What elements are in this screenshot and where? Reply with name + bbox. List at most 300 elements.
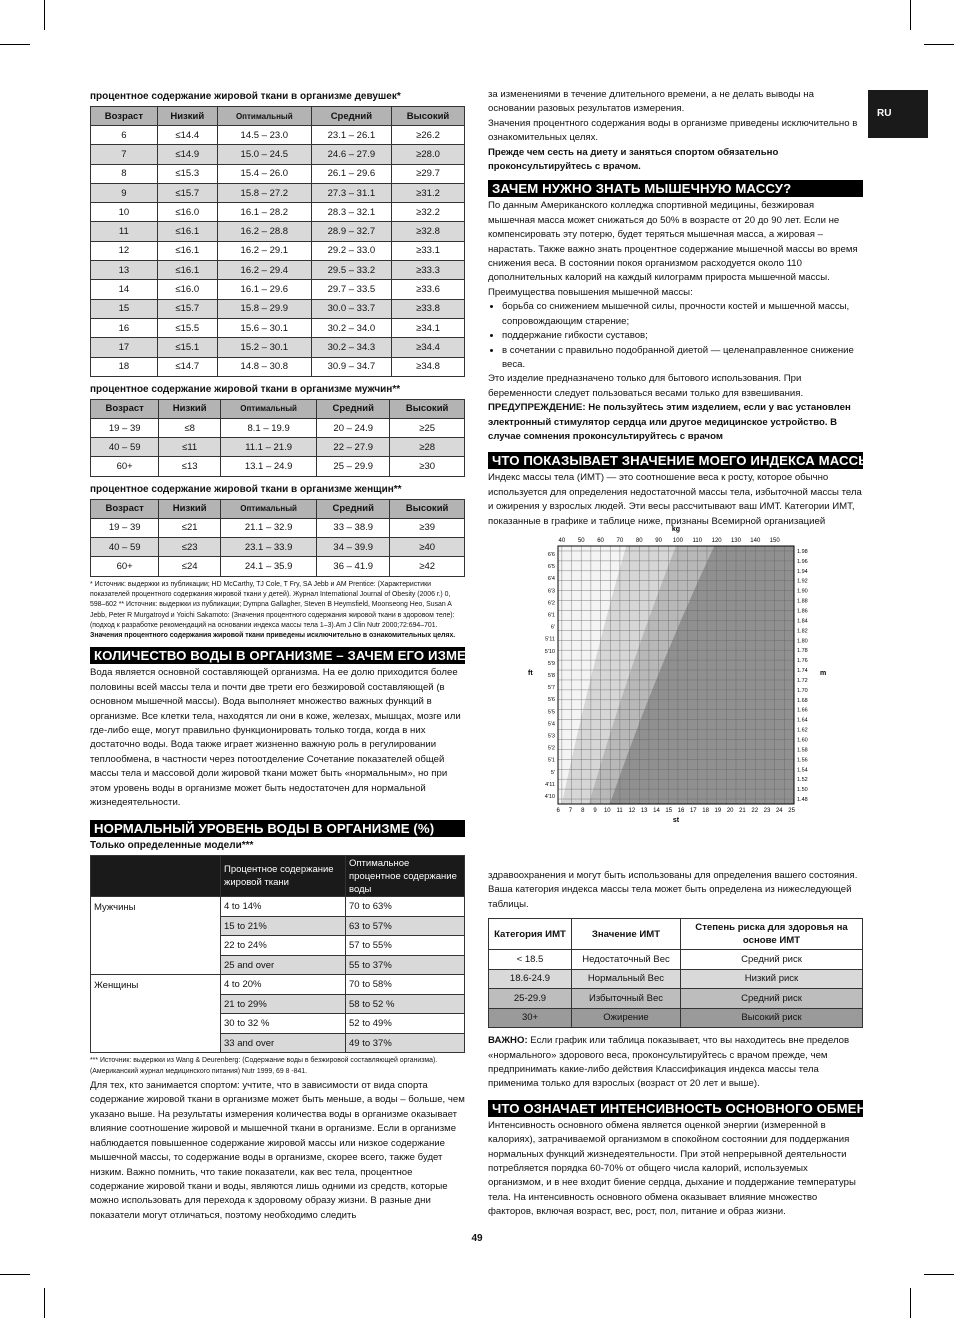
table-cell: 30 to 32 % <box>221 1014 346 1034</box>
fat-footnote-bold: Значения процентного содержания жировой ткани приведены исключительно в ознакомительных целях. <box>90 632 456 640</box>
kg-tick-label: 40 <box>558 538 566 544</box>
st-tick-label: 20 <box>726 808 734 814</box>
kg-tick-label: 140 <box>750 538 761 544</box>
fat-footnote <box>90 580 465 642</box>
ft-tick-label: 5' <box>550 769 555 776</box>
table-cell: 18.6-24.9 <box>489 969 572 989</box>
table-row <box>91 357 465 376</box>
table-cell: ≥31.2 <box>392 183 465 202</box>
m-tick-label: 1.72 <box>797 677 808 684</box>
st-tick-label: 8 <box>581 808 585 814</box>
table-cell: ≤16.1 <box>157 241 217 260</box>
table-cell: 24.6 – 27.9 <box>311 145 391 164</box>
table-row <box>489 969 863 989</box>
table-cell: Избыточный Вес <box>572 989 681 1009</box>
water-why-heading: КОЛИЧЕСТВО ВОДЫ В ОРГАНИЗМЕ – ЗАЧЕМ ЕГО ИЗМЕРЯТЬ? <box>90 647 465 664</box>
bmi-header-category: Категория ИМТ <box>489 919 572 950</box>
st-tick-label: 19 <box>714 808 722 814</box>
table-cell: 15 <box>91 299 158 318</box>
ft-tick-label: 5'10 <box>544 648 555 655</box>
table-row <box>91 299 465 318</box>
m-tick-label: 1.60 <box>797 737 808 744</box>
table-row <box>489 989 863 1009</box>
men-header-cell: Возраст <box>91 399 159 418</box>
ft-tick-label: 5'7 <box>547 685 555 692</box>
important-label: ВАЖНО: <box>488 1035 528 1047</box>
crop-mark <box>924 44 954 45</box>
women-header-cell: Низкий <box>159 499 221 518</box>
ft-tick-label: 6'2 <box>547 600 555 607</box>
table-cell: ≤11 <box>159 438 221 457</box>
table-cell: 21.1 – 32.9 <box>221 518 317 537</box>
table-cell: 60+ <box>91 457 159 476</box>
table-cell: 27.3 – 31.1 <box>311 183 391 202</box>
table-cell: Высокий риск <box>681 1008 863 1028</box>
table-cell: ≥33.3 <box>392 261 465 280</box>
table-row <box>91 975 465 995</box>
table-cell: 30+ <box>489 1008 572 1028</box>
table-cell: 25-29.9 <box>489 989 572 1009</box>
women-header-cell: Высокий <box>390 499 465 518</box>
ft-tick-label: 5'1 <box>547 757 555 764</box>
men-header-cell: Низкий <box>159 399 221 418</box>
ft-tick-label: 6'1 <box>547 612 555 619</box>
m-tick-label: 1.86 <box>797 608 808 615</box>
right-axis-label: m <box>820 670 827 677</box>
bottom-axis-label: st <box>672 817 680 824</box>
st-tick-label: 6 <box>556 808 560 814</box>
women-header-cell: Оптимальный <box>221 499 317 518</box>
crop-mark <box>924 1274 954 1275</box>
ft-tick-label: 5'2 <box>547 745 555 752</box>
table-cell: ≤15.5 <box>157 318 217 337</box>
girls-header-cell: Низкий <box>157 107 217 126</box>
table-cell: 14.8 – 30.8 <box>217 357 311 376</box>
table-cell: ≤16.0 <box>157 203 217 222</box>
table-row <box>91 897 465 917</box>
water-header-fat: Процентное содержание жировой ткани <box>221 856 346 897</box>
kg-tick-label: 130 <box>730 538 741 544</box>
table-cell: 16.2 – 28.8 <box>217 222 311 241</box>
bmi-important-note <box>488 1034 863 1092</box>
ft-tick-label: 4'10 <box>544 794 555 800</box>
table-cell: ≥28.0 <box>392 145 465 164</box>
table-row <box>91 203 465 222</box>
list-item: • в сочетании с правильно подобранной диетой — целенаправленное снижение веса. <box>502 344 863 373</box>
table-row <box>91 557 465 576</box>
table-cell: 21 to 29% <box>221 994 346 1014</box>
men-header-cell: Средний <box>317 399 390 418</box>
ft-tick-label: 5'8 <box>547 673 555 679</box>
table-cell: 15.4 – 26.0 <box>217 164 311 183</box>
table-cell: 10 <box>91 203 158 222</box>
table-cell: 57 to 55% <box>346 936 465 956</box>
table-cell: 14 <box>91 280 158 299</box>
table-row <box>91 164 465 183</box>
water-norm-subtitle: Только определенные модели*** <box>90 840 254 852</box>
m-tick-label: 1.92 <box>797 578 808 585</box>
men-header-cell: Высокий <box>390 399 465 418</box>
table-cell: 16 <box>91 318 158 337</box>
water-norm-text: Для тех, кто занимается спортом: учтите, что в зависимости от вида спорта содержание жировой ткани в организме может быть меньше, а воды – больше, чем указано выше. На результаты измерения количества воды в организме оказывает влияние соотношение жировой и мышечной ткани в организме. Если в организме наблюдается повышенное содержание жировой массы или низкое содержание мышечной массы, то содержание воды в организме, скорее всего, также будет низким. Важно помнить, что такие показатели, как вес тела, процентное содержание жировой ткани и воды, являются лишь одними из средств, которые можно использовать для перехода к здоровому образу жизни. В разные дни показатели могут отличаться, поэтому необходимо следить <box>90 1080 465 1221</box>
table-cell: 15.8 – 29.9 <box>217 299 311 318</box>
muscle-benefits-list <box>488 300 863 372</box>
table-cell: ≥33.8 <box>392 299 465 318</box>
table-row <box>91 280 465 299</box>
table-cell: 24.1 – 35.9 <box>221 557 317 576</box>
table-cell: 18 <box>91 357 158 376</box>
table-cell: 8 <box>91 164 158 183</box>
crop-mark <box>910 0 911 30</box>
important-text: Если график или таблица показывает, что вы находитесь вне пределов «нормального» здорового веса, проконсультируйтесь с врачом прежде, чем предпринимать какие-либо действия Классификация индекса массы тела применима только для взрослых (возраст от 20 лет и выше). <box>488 1035 850 1090</box>
left-axis-label: ft <box>528 670 533 677</box>
table-cell: 52 to 49% <box>346 1014 465 1034</box>
table-cell: ≤13 <box>159 457 221 476</box>
crop-mark <box>0 1274 30 1275</box>
table-cell: 60+ <box>91 557 159 576</box>
table-cell: 23.1 – 26.1 <box>311 126 391 145</box>
m-tick-label: 1.82 <box>797 628 808 635</box>
table-cell: 30.9 – 34.7 <box>311 357 391 376</box>
table-cell: 29.5 – 33.2 <box>311 261 391 280</box>
kg-tick-label: 70 <box>616 538 624 544</box>
household-use-text: Это изделие предназначено только для бытового использования. При беременности следует пользоваться весами только для взвешивания. <box>488 373 804 399</box>
bmi-heading: ЧТО ПОКАЗЫВАЕТ ЗНАЧЕНИЕ МОЕГО ИНДЕКСА МАССЫ ТЕЛА? <box>488 452 863 469</box>
table-cell: 11 <box>91 222 158 241</box>
table-cell: 28.9 – 32.7 <box>311 222 391 241</box>
table-cell: ≤15.7 <box>157 299 217 318</box>
crop-mark <box>910 1288 911 1318</box>
bmi-chart <box>522 522 828 838</box>
crop-mark <box>44 1288 45 1318</box>
m-tick-label: 1.52 <box>797 777 808 784</box>
table-cell: ≤14.4 <box>157 126 217 145</box>
table-cell: 16.1 – 29.6 <box>217 280 311 299</box>
table-cell: Средний риск <box>681 950 863 970</box>
m-tick-label: 1.54 <box>797 767 808 774</box>
m-tick-label: 1.76 <box>797 658 808 665</box>
ft-tick-label: 5'3 <box>547 733 555 740</box>
st-tick-label: 22 <box>751 808 759 814</box>
language-tab: RU <box>868 90 928 138</box>
m-tick-label: 1.48 <box>797 797 808 804</box>
table-cell: 16.2 – 29.1 <box>217 241 311 260</box>
table-cell: 34 – 39.9 <box>317 538 390 557</box>
ft-tick-label: 5'11 <box>545 636 555 643</box>
table-cell: 26.1 – 29.6 <box>311 164 391 183</box>
table-cell: ≥32.2 <box>392 203 465 222</box>
table-cell: 22 to 24% <box>221 936 346 956</box>
table-cell: ≥25 <box>390 418 465 437</box>
table-cell: Средний риск <box>681 989 863 1009</box>
water-footnote: *** Источник: выдержки из Wang & Deurenberg: (Содержание воды в безжировой составляющей организма). (Американский журнал медицинского питания) Nutr 1999, 69 8 -841. <box>90 1057 438 1075</box>
ft-tick-label: 6'5 <box>547 564 555 571</box>
table-cell: Низкий риск <box>681 969 863 989</box>
water-continuation-text: за изменениями в течение длительного времени, а не делать выводы на основании разовых результатов измерения. <box>488 89 814 115</box>
table-cell: Недостаточный Вес <box>572 950 681 970</box>
girls-fat-table <box>90 106 465 377</box>
table-cell: 40 – 59 <box>91 538 159 557</box>
table-cell: 30.2 – 34.0 <box>311 318 391 337</box>
women-table-caption: процентное содержание жировой ткани в организме женщин** <box>90 483 402 495</box>
table-cell: 17 <box>91 338 158 357</box>
table-cell: ≥29.7 <box>392 164 465 183</box>
table-cell: ≥34.4 <box>392 338 465 357</box>
water-header-water: Оптимальное процентное содержание воды <box>346 856 465 897</box>
table-cell: 49 to 37% <box>346 1033 465 1053</box>
table-cell: ≥33.6 <box>392 280 465 299</box>
table-cell: Ожирение <box>572 1008 681 1028</box>
table-cell: 63 to 57% <box>346 916 465 936</box>
water-header-empty <box>91 856 221 897</box>
bmi-text-continued: здравоохранения и могут быть использованы для определения вашего состояния. Ваша категория индекса массы тела может быть определена из нижеследующей таблицы. <box>488 869 858 910</box>
table-row <box>489 950 863 970</box>
table-row <box>91 418 465 437</box>
m-tick-label: 1.58 <box>797 747 808 754</box>
table-cell: ≥40 <box>390 538 465 557</box>
ft-tick-label: 6'6 <box>547 552 555 558</box>
table-cell: ≤14.9 <box>157 145 217 164</box>
table-cell: 13.1 – 24.9 <box>221 457 317 476</box>
table-cell: 30.2 – 34.3 <box>311 338 391 357</box>
table-row <box>91 145 465 164</box>
bmi-header-value: Значение ИМТ <box>572 919 681 950</box>
m-tick-label: 1.80 <box>797 638 808 645</box>
table-cell: 16.2 – 29.4 <box>217 261 311 280</box>
table-cell: ≥42 <box>390 557 465 576</box>
m-tick-label: 1.84 <box>797 618 808 625</box>
ft-tick-label: 5'9 <box>547 660 555 667</box>
girls-header-cell: Высокий <box>392 107 465 126</box>
table-cell: 70 to 58% <box>346 975 465 995</box>
table-cell: ≤24 <box>159 557 221 576</box>
table-row <box>91 126 465 145</box>
crop-mark <box>0 44 30 45</box>
st-tick-label: 15 <box>665 808 673 814</box>
table-cell: ≤14.7 <box>157 357 217 376</box>
kg-tick-label: 120 <box>711 538 722 544</box>
table-row <box>91 183 465 202</box>
table-cell: 15 to 21% <box>221 916 346 936</box>
st-tick-label: 16 <box>677 808 685 814</box>
table-row <box>91 241 465 260</box>
table-cell: 33 and over <box>221 1033 346 1053</box>
table-row <box>91 518 465 537</box>
water-why-text: Вода является основной составляющей организма. На ее долю приходится более половины всей массы тела и почти две трети его безжировой составляющей (в основном мышечной массы). Вода выполняет множество важных функций в организме. Все клетки тела, находятся ли они в коже, железах, мышцах, мозге или где-либо еще, могут правильно функционировать только тогда, когда в них достаточно воды. Вода также играет жизненно важную роль в регулировании теплообмена, в частности через потоотделение Сочетание показателей общей массы тела и массовой доли жировой ткани может быть «нормальным», но при этом уровень воды в организме может быть недостаточен для нормальной жизнедеятельности. <box>90 667 461 809</box>
table-row <box>91 457 465 476</box>
table-cell: ≤16.0 <box>157 280 217 299</box>
table-cell: 9 <box>91 183 158 202</box>
table-row <box>91 318 465 337</box>
ft-tick-label: 5'6 <box>547 697 555 704</box>
men-fat-table <box>90 399 465 477</box>
m-tick-label: 1.70 <box>797 687 808 694</box>
table-cell: ≤16.1 <box>157 261 217 280</box>
st-tick-label: 18 <box>702 808 709 814</box>
kg-tick-label: 60 <box>597 538 604 544</box>
table-cell: 33 – 38.9 <box>317 518 390 537</box>
st-tick-label: 14 <box>653 808 660 814</box>
list-item: • борьба со снижением мышечной силы, прочности костей и мышечной массы, сопровождающим старение; <box>502 300 863 329</box>
kg-tick-label: 80 <box>635 538 643 544</box>
table-cell: ≥33.1 <box>392 241 465 260</box>
table-row <box>91 438 465 457</box>
table-cell: 25 – 29.9 <box>317 457 390 476</box>
table-cell: ≤15.1 <box>157 338 217 357</box>
table-row <box>91 538 465 557</box>
m-tick-label: 1.74 <box>797 668 808 675</box>
m-tick-label: 1.94 <box>797 568 808 575</box>
water-info-text: Значения процентного содержания воды в организме приведены исключительно в ознакомительных целях. <box>488 117 858 144</box>
table-cell: Нормальный Вес <box>572 969 681 989</box>
table-row <box>91 261 465 280</box>
m-tick-label: 1.62 <box>797 727 808 734</box>
table-cell: ≥39 <box>390 518 465 537</box>
table-cell: 14.5 – 23.0 <box>217 126 311 145</box>
page-number: 49 <box>471 1233 483 1244</box>
table-cell: ≤23 <box>159 538 221 557</box>
kg-tick-label: 110 <box>692 538 703 544</box>
table-cell: 40 – 59 <box>91 438 159 457</box>
st-tick-label: 9 <box>593 808 597 814</box>
table-cell: 20 – 24.9 <box>317 418 390 437</box>
table-cell: ≥28 <box>390 438 465 457</box>
bmi-text: Индекс массы тела (ИМТ) — это соотношение веса к росту, которое обычно используется для определения недостаточной массы тела, избыточной массы тела и ожирения у взрослых людей. Эти весы рассчитывают ваш ИМТ. Категории ИМТ, показанные в графике и таблице ниже, признаны Всемирной организацией <box>488 472 862 527</box>
m-tick-label: 1.64 <box>797 717 808 724</box>
pacemaker-warning: ПРЕДУПРЕЖДЕНИЕ: Не пользуйтесь этим изделием, если у вас установлен электронный стимулятор сердца или другое медицинское устройство. В случае сомнения проконсультируйтесь с врачом <box>488 402 851 442</box>
table-cell: 36 – 41.9 <box>317 557 390 576</box>
kg-tick-label: 100 <box>672 538 683 544</box>
ft-tick-label: 4'11 <box>545 781 555 788</box>
bmr-text: Интенсивность основного обмена является оценкой энергии (измеренной в калориях), затрачиваемой организмом в спокойном состоянии для поддержания нормальных функций жизнедеятельности. При этой непрерывной деятельности потребляется порядка 60-70% от общего числа калорий, используемых организмом, и в нее входит биение сердца, дыхание и поддержание температуры тела. На интенсивность основного обмена оказывает влияние множество факторов, включая возраст, вес, рост, пол, питание и образ жизни. <box>488 1119 856 1218</box>
table-cell: 4 to 14% <box>221 897 346 917</box>
girls-header-cell: Оптимальный <box>217 107 311 126</box>
table-cell: 11.1 – 21.9 <box>221 438 317 457</box>
table-cell: ≥34.8 <box>392 357 465 376</box>
bmi-category-table <box>488 918 863 1028</box>
m-tick-label: 1.56 <box>797 757 808 764</box>
table-cell: 58 to 52 % <box>346 994 465 1014</box>
table-cell: 7 <box>91 145 158 164</box>
st-tick-label: 11 <box>616 808 623 814</box>
table-cell: ≤21 <box>159 518 221 537</box>
girls-header-cell: Возраст <box>91 107 158 126</box>
st-tick-label: 23 <box>763 808 771 814</box>
kg-tick-label: 150 <box>769 538 780 544</box>
table-cell: 28.3 – 32.1 <box>311 203 391 222</box>
table-cell: ≤15.7 <box>157 183 217 202</box>
girls-table-caption: процентное содержание жировой ткани в организме девушек* <box>90 91 401 102</box>
table-cell: 29.2 – 33.0 <box>311 241 391 260</box>
top-axis-label: kg <box>671 526 681 533</box>
m-tick-label: 1.96 <box>797 558 808 565</box>
water-group-label: Женщины <box>91 975 221 1053</box>
kg-tick-label: 90 <box>655 538 662 544</box>
kg-tick-label: 50 <box>577 538 585 544</box>
st-tick-label: 12 <box>628 808 636 814</box>
doctor-advice: Прежде чем сесть на диету и заняться спортом обязательно проконсультируйтесь с врачом. <box>488 146 779 173</box>
left-column <box>90 88 510 1223</box>
m-tick-label: 1.78 <box>797 648 808 655</box>
table-cell: ≤16.1 <box>157 222 217 241</box>
table-cell: ≥34.1 <box>392 318 465 337</box>
table-cell: ≤15.3 <box>157 164 217 183</box>
table-cell: 15.0 – 24.5 <box>217 145 311 164</box>
table-cell: 23.1 – 33.9 <box>221 538 317 557</box>
table-cell: 13 <box>91 261 158 280</box>
muscle-heading: ЗАЧЕМ НУЖНО ЗНАТЬ МЫШЕЧНУЮ МАССУ? <box>488 180 863 197</box>
table-cell: 55 to 37% <box>346 955 465 975</box>
table-row <box>489 1008 863 1028</box>
table-cell: 70 to 63% <box>346 897 465 917</box>
table-cell: 15.8 – 27.2 <box>217 183 311 202</box>
m-tick-label: 1.66 <box>797 707 808 714</box>
table-cell: 19 – 39 <box>91 418 159 437</box>
table-cell: 19 – 39 <box>91 518 159 537</box>
table-cell: ≥32.8 <box>392 222 465 241</box>
table-cell: 6 <box>91 126 158 145</box>
women-header-cell: Возраст <box>91 499 159 518</box>
water-norm-heading: НОРМАЛЬНЫЙ УРОВЕНЬ ВОДЫ В ОРГАНИЗМЕ (%) <box>90 820 465 837</box>
list-item: • поддержание гибкости суставов; <box>502 329 863 343</box>
st-tick-label: 10 <box>603 808 611 814</box>
women-header-cell: Средний <box>317 499 390 518</box>
men-header-cell: Оптимальный <box>221 399 317 418</box>
water-group-label: Мужчины <box>91 897 221 975</box>
table-row <box>91 338 465 357</box>
table-cell: 12 <box>91 241 158 260</box>
table-cell: 22 – 27.9 <box>317 438 390 457</box>
st-tick-label: 21 <box>739 808 746 814</box>
table-cell: 29.7 – 33.5 <box>311 280 391 299</box>
ft-tick-label: 6'3 <box>547 588 555 595</box>
m-tick-label: 1.90 <box>797 588 808 595</box>
table-cell: 4 to 20% <box>221 975 346 995</box>
table-row <box>91 222 465 241</box>
table-cell: 16.1 – 28.2 <box>217 203 311 222</box>
table-cell: ≥26.2 <box>392 126 465 145</box>
table-cell: 25 and over <box>221 955 346 975</box>
fat-footnote-text: * Источник: выдержки из публикации; HD McCarthy, TJ Cole, T Fry, SA Jebb и AM Prentice: (Характеристики показателей процентного содержания жировой ткани у детей). Журнал International Journal of Obesity (2006 г.) 0, 598–602 ** Источник: выдержки из публикации; Dympna Gallagher, Steven B Heymsfield, Moonseong Heo, Susan A Jebb, Peter R Murgatroyd и Yoichi Sakamoto: (Значения процентного содержания жировой ткани в здоровом теле): (подход к разработке рекомендаций на основании индекса массы тела 1–3).Am J Clin Nutr 2000;72:694–701. <box>90 580 455 629</box>
table-cell: 8.1 – 19.9 <box>221 418 317 437</box>
st-tick-label: 17 <box>689 808 697 814</box>
muscle-text: По данным Американского колледжа спортивной медицины, безжировая мышечная масса может снижаться до 50% в возрасте от 20 до 90 лет. Если не компенсировать эту потерю, будет теряться мышечная масса, а жировая – нарастать. Также важно знать процентное содержание мышечной массы во время снижения веса. В состоянии покоя организмом расходуется около 110 дополнительных калорий на каждый килограмм прироста мышечной массы. Преимущества повышения мышечной массы: <box>488 200 858 298</box>
st-tick-label: 24 <box>775 808 783 814</box>
m-tick-label: 1.68 <box>797 697 808 704</box>
ft-tick-label: 6'4 <box>547 576 555 583</box>
ft-tick-label: 5'5 <box>547 709 555 716</box>
st-tick-label: 13 <box>640 808 648 814</box>
m-tick-label: 1.98 <box>797 548 808 555</box>
table-cell: 30.0 – 33.7 <box>311 299 391 318</box>
ft-tick-label: 6' <box>550 624 555 631</box>
table-cell: ≤8 <box>159 418 221 437</box>
crop-mark <box>44 0 45 30</box>
m-tick-label: 1.50 <box>797 787 808 794</box>
water-norm-table <box>90 855 465 1053</box>
ft-tick-label: 5'4 <box>547 721 555 728</box>
st-tick-label: 25 <box>788 808 795 814</box>
bmi-header-risk: Степень риска для здоровья на основе ИМТ <box>681 919 863 950</box>
table-cell: ≥30 <box>390 457 465 476</box>
girls-header-cell: Средний <box>311 107 391 126</box>
table-cell: < 18.5 <box>489 950 572 970</box>
table-cell: 15.2 – 30.1 <box>217 338 311 357</box>
men-table-caption: процентное содержание жировой ткани в организме мужчин** <box>90 383 401 395</box>
m-tick-label: 1.88 <box>797 598 808 605</box>
bmr-heading: ЧТО ОЗНАЧАЕТ ИНТЕНСИВНОСТЬ ОСНОВНОГО ОБМЕНА? <box>488 1100 863 1117</box>
st-tick-label: 7 <box>568 808 573 814</box>
